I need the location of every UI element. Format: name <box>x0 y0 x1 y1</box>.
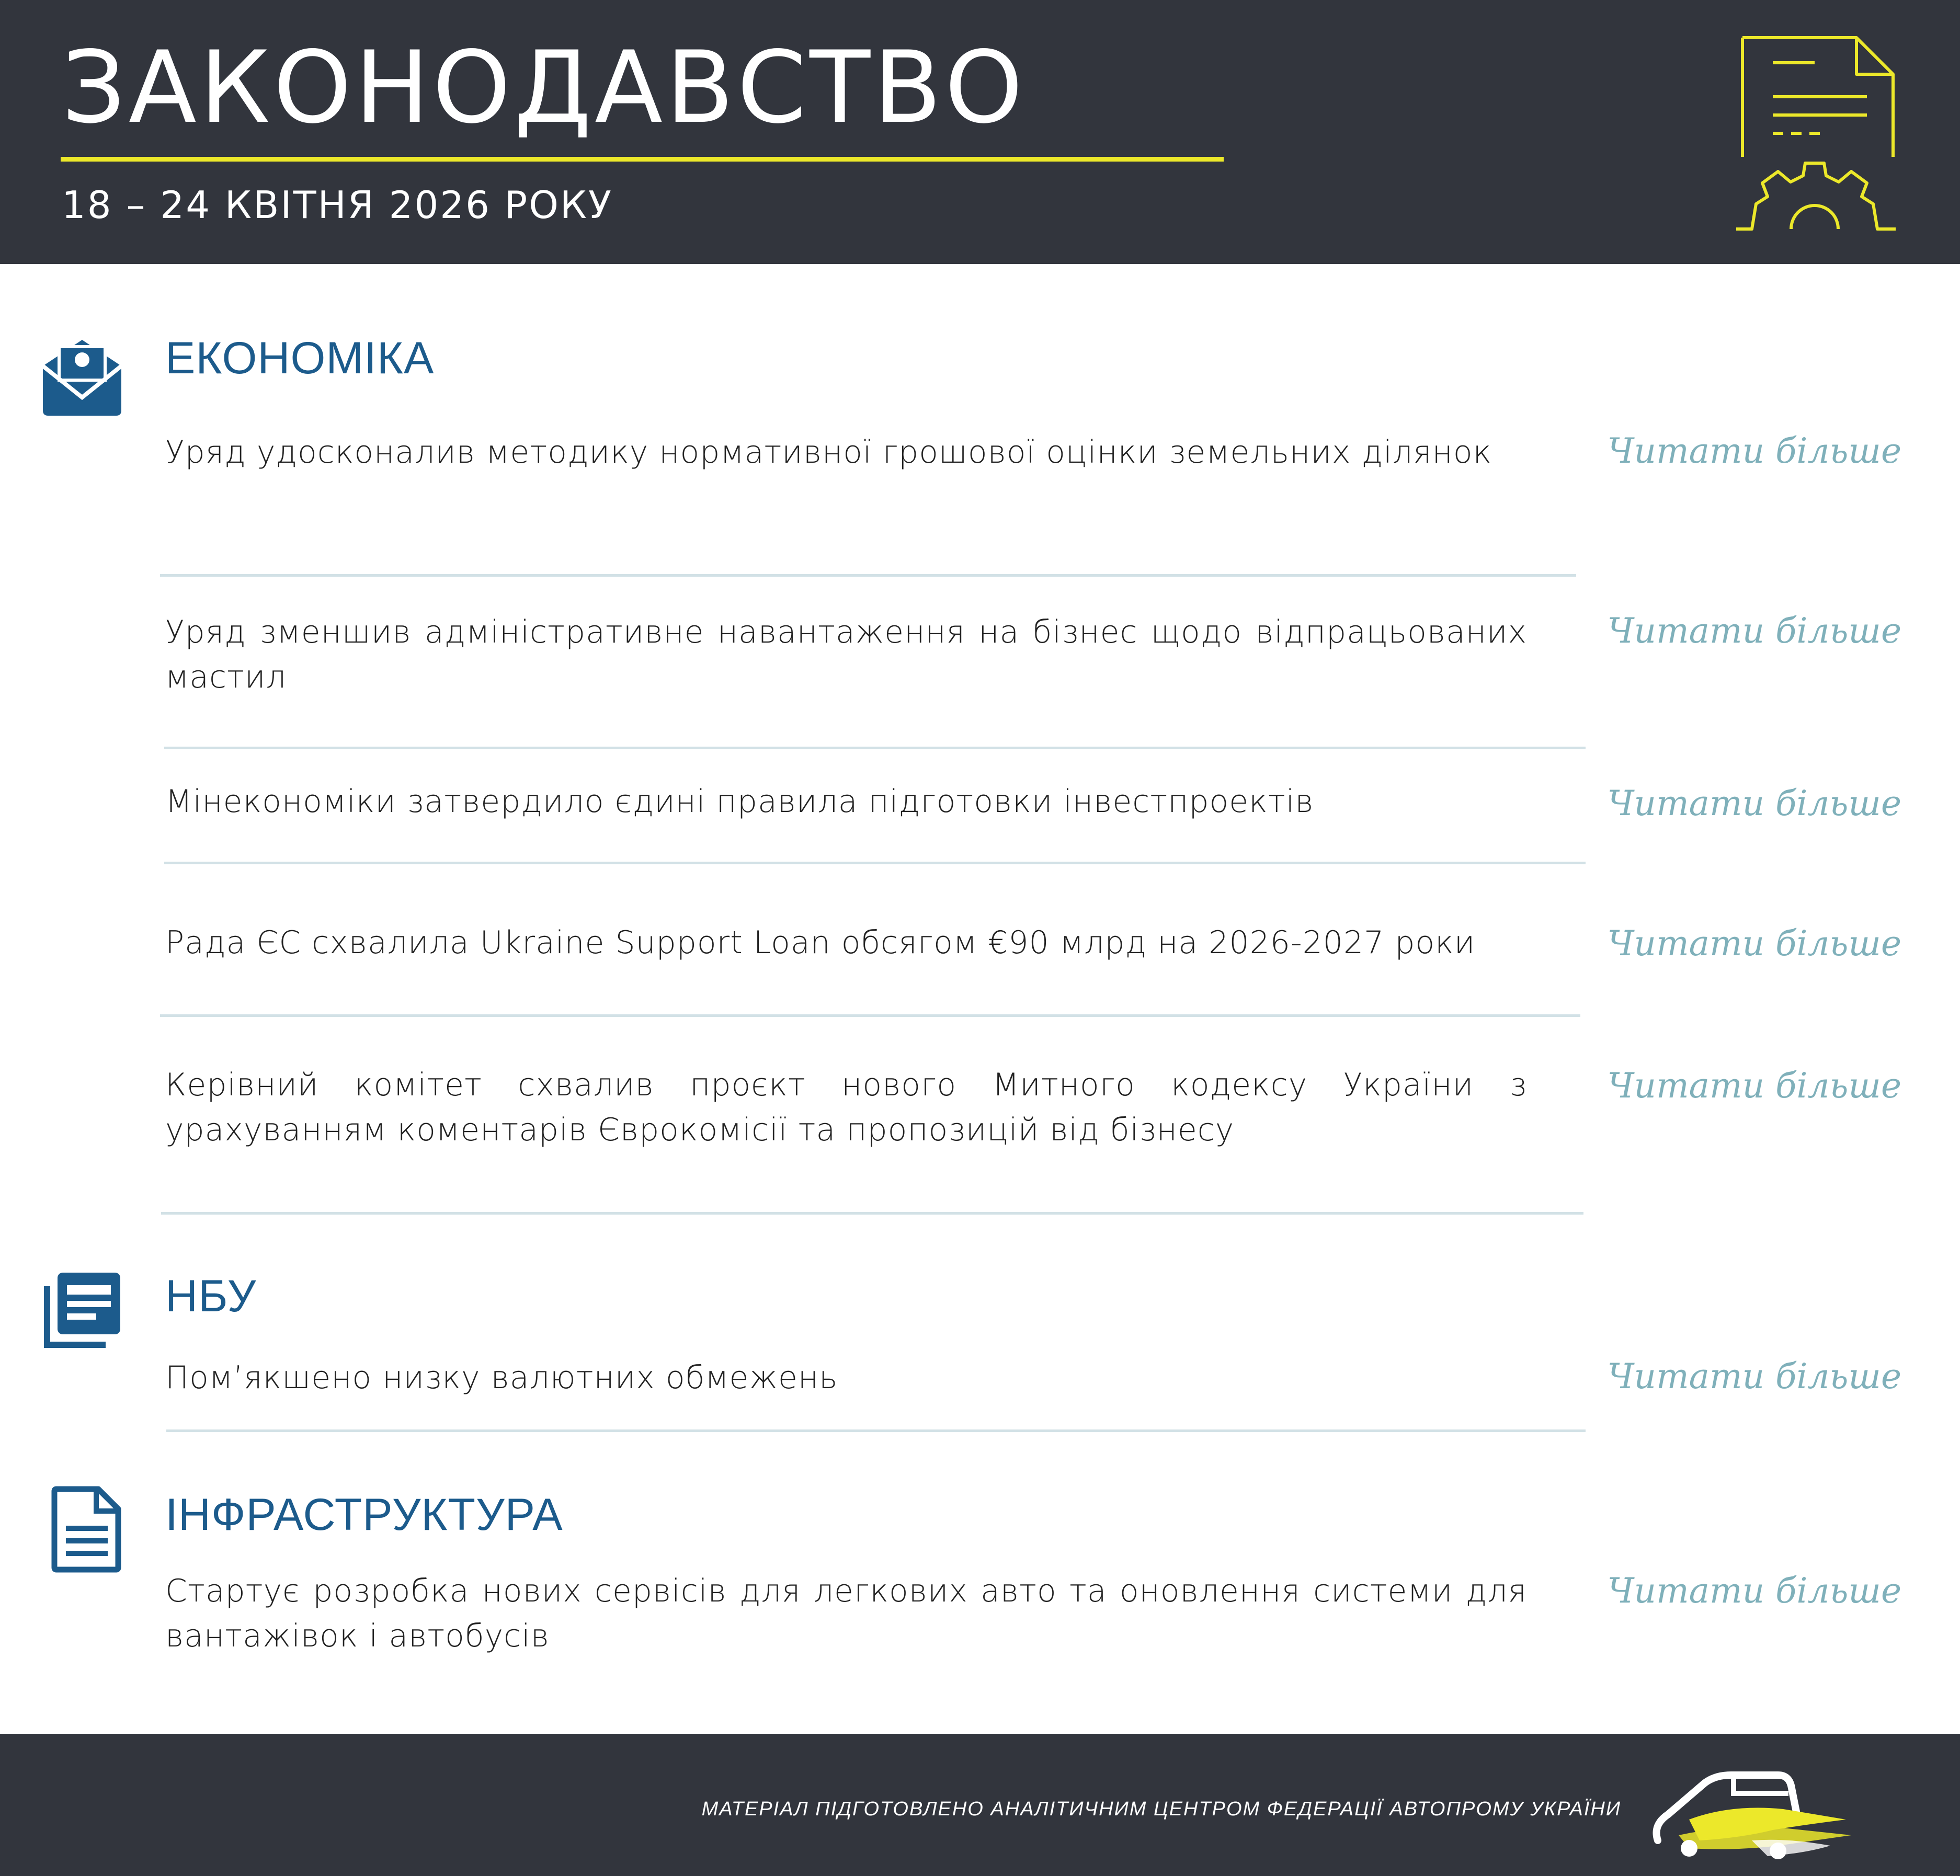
footer-credit: МАТЕРІАЛ ПІДГОТОВЛЕНО АНАЛІТИЧНИМ ЦЕНТРОМ ФЕДЕРАЦІЇ АВТОПРОМУ УКРАЇНИ <box>701 1798 1621 1820</box>
car-logo-icon <box>1647 1762 1856 1861</box>
section-title-nbu: НБУ <box>165 1271 257 1321</box>
read-more-link[interactable]: Читати більше <box>1607 1571 1901 1611</box>
document-lines-icon <box>51 1486 121 1573</box>
documents-stack-icon <box>44 1271 122 1349</box>
divider <box>164 862 1586 864</box>
read-more-link[interactable]: Читати більше <box>1607 923 1901 964</box>
divider <box>164 747 1586 749</box>
title-underline <box>61 157 1224 162</box>
news-item-text: Керівний комітет схвалив проєкт нового Митного кодексу України з урахуванням коментарів Єврокомісії та пропозицій від бізнесу <box>165 1067 1527 1148</box>
read-more-link[interactable]: Читати більше <box>1607 611 1901 651</box>
section-title-infrastructure: ІНФРАСТРУКТУРА <box>165 1490 563 1540</box>
news-item-text: Мінекономіки затвердило єдині правила підготовки інвестпроектів <box>165 783 1314 820</box>
read-more-link[interactable]: Читати більше <box>1607 783 1901 823</box>
read-more-link[interactable]: Читати більше <box>1607 1066 1901 1106</box>
news-item-text: Стартує розробка нових сервісів для легкових авто та оновлення системи для вантажівок і автобусів <box>165 1573 1527 1654</box>
divider <box>166 1429 1586 1432</box>
divider <box>160 574 1576 577</box>
news-item-text: Рада ЄС схвалила Ukraine Support Loan обсягом €90 млрд на 2026-2027 роки <box>165 924 1476 961</box>
section-title-economy: ЕКОНОМІКА <box>165 333 435 383</box>
page-title: ЗАКОНОДАВСТВО <box>62 30 1027 145</box>
document-gear-icon <box>1736 31 1909 241</box>
news-item-text: Пом’якшено низку валютних обмежень <box>165 1359 838 1396</box>
divider <box>161 1212 1583 1215</box>
news-item-text: Уряд зменшив адміністративне навантаження на бізнес щодо відпрацьованих мастил <box>165 614 1527 695</box>
read-more-link[interactable]: Читати більше <box>1607 1356 1901 1397</box>
news-item-text: Уряд удосконалив методику нормативної грошової оцінки земельних ділянок <box>165 434 1492 471</box>
read-more-link[interactable]: Читати більше <box>1607 431 1901 471</box>
date-range: 18 – 24 КВІТНЯ 2026 РОКУ <box>62 183 613 227</box>
divider <box>160 1014 1580 1017</box>
economy-envelope-icon <box>43 335 121 416</box>
